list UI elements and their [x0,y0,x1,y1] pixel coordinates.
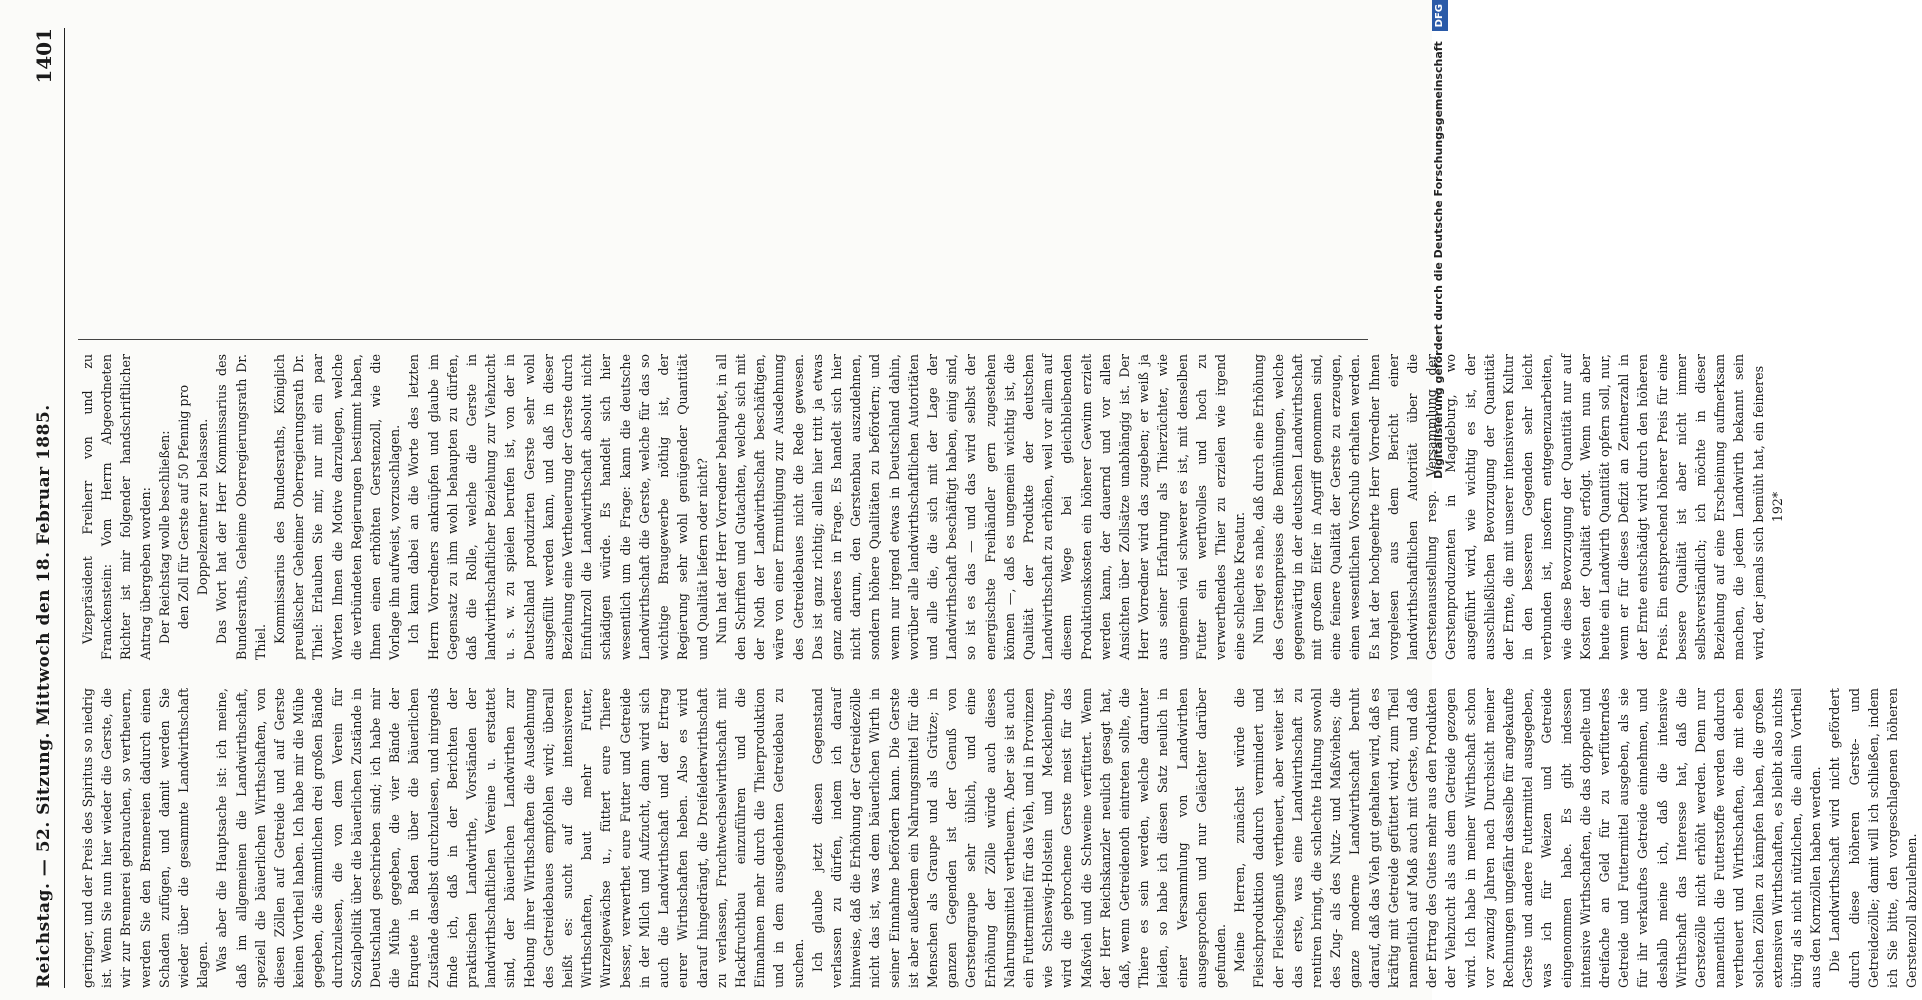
header-title: Reichstag. — 52. Sitzung. Mittwoch den 18. Februar 1885. [34,404,54,988]
paragraph: Das Wort hat der Herr Kommissarius des Bundesraths, Geheime Oberregierungsrath Dr. Thiel. [214,354,268,660]
text-column-left [78,688,1920,988]
paragraph: Meine Herren, zunächst würde die Fleischproduktion dadurch vermindert und der Fleischgenuß vertheuert, aber weiter ist das erste, was eine Landwirthschaft zu rentiren bringt, die schlechte Haltung sowohl des Zug- als des Nutz- und Maßviehes; die ganze moderne Landwirthschaft beruht darauf, daß das Vieh gut gehalten wird, daß es kräftig mit Getreide gefüttert wird, zum Theil namentlich auf Maß auch mit Gerste, und daß der Ertrag des Gutes mehr aus den Produkten der Viehzucht als aus dem Getreide gezogen wird. Ich habe in meiner Wirthschaft schon vor zwanzig Jahren nach Durchsicht meiner Rechnungen ungefähr dasselbe für angekaufte Gerste und andere Futtermittel ausgegeben, was ich für Weizen und Getreide eingenommen habe. Es gibt indessen intensive Wirthschaften, die das doppelte und dreifache an Geld für zu verfütterndes Getreide und Futtermittel ausgeben, als sie für ihr verkauftes Getreide einnehmen, und deshalb meine ich, daß die intensive Wirthschaft das Interesse hat, daß die Gerstezölle nicht erhöht werden. Denn nur namentlich die Futterstoffe werden dadurch vertheuert und Wirthschaften, die mit eben solchen Zöllen zu kämpfen haben, die großen extensiven Wirthschaften, es bleibt also nichts übrig als nicht nützlichen, die allein Vortheil aus den Kornzöllen haben werden. [1232,688,1824,988]
dfg-banner [1404,0,1445,1000]
paragraph: geringer, und der Preis des Spiritus so niedrig ist. Wenn Sie nun hier wieder die Gerste, die wir zur Brennerei gebrauchen, so vertheuern, werden Sie den Brennereien dadurch einen Schaden zufügen, und damit werden Sie wieder über die gesammte Landwirthschaft klagen. [80,688,211,988]
column-divider [78,339,1368,340]
paragraph: Kommissarius des Bundesraths, Königlich preußischer Geheimer Oberregierungsrath Dr. Thiel: Erlauben Sie mir, nur mit ein paar Worten Ihnen die Motive darzulegen, welche die verbündeten Regierungen bestimmt haben, Ihnen einen erhöhten Gerstenzoll, wie die Vorlage ihn aufweist, vorzuschlagen. [272,354,403,660]
dfg-banner-text [1428,0,1452,1000]
paragraph: Nun hat der Herr Vorredner behauptet, in all den Schriften und Gutachten, welche sich mit der Noth der Landwirthschaft beschäftigen, wäre von einer Ermuthigung zur Ausdehnung des Getreidebaues nicht die Rede gewesen. Das ist ganz richtig; allein hier tritt ja etwas ganz anderes in Frage. Es handelt sich hier nicht darum, den Gerstenbau auszudehnen, sondern höhere Qualitäten zu befördern; und wenn nur irgend etwas in Deutschland dahin, worüber alle landwirthschaftlichen Autoritäten und alle die, die sich mit der Lage der Landwirthschaft beschäftigt haben, einig sind, so ist es das — und das wird selbst der energischste Freihändler gern zugestehen können —, daß es ungemein wichtig ist, die Qualität der Produkte der deutschen Landwirthschaft zu erhöhen, weil vor allem auf diesem Wege bei gleichbleibenden Produktionskosten ein höherer Gewinn erzielt werden kann, der dauernd und vor allen Ansichten über Zollsätze unabhängig ist. Der Herr Vorredner wird das zugeben; er weiß ja aus seiner Erfahrung als Thierzüchter, wie ungemein viel schwerer es ist, mit denselben Futter ein werthvolles und hoch zu verwerthendes Thier zu erzielen wie irgend eine schlechte Kreatur. [713,354,1248,660]
paragraph: Ich glaube jetzt diesen Gegenstand verlassen zu dürfen, indem ich darauf hinweise, daß die Erhöhung der Getreidezölle nicht das ist, was dem bäuerlichen Wirth in seiner Einnahme befördern kann. Die Gerste ist aber außerdem ein Nahrungsmittel für die Menschen als Graupe und als Grütze; in ganzen Gegenden ist der Genuß von Gerstengraupe sehr üblich, und eine Erhöhung der Zölle würde auch dieses Nahrungsmittel vertheuern. Aber sie ist auch ein Futtermittel für das Vieh, und in Provinzen wie Schleswig-Holstein und Mecklenburg, wird die gebrochene Gerste meist für das Maßvieh und die Schweine verfüttert. Wenn der Herr Reichskanzler neulich gesagt hat, daß, wenn Getreidenoth eintreten sollte, die Thiere es sein werden, welche darunter leiden, so habe ich diesen Satz neulich in einer Versammlung von Landwirthen ausgesprochen und nur Gelächter darüber gefunden. [809,688,1228,988]
page-header [30,28,64,988]
page-number: 1401 [32,28,56,84]
paragraph: Die Landwirthschaft wird nicht gefördert durch diese höheren Gerste- und Getreidezölle; damit will ich schließen, indem ich Sie bitte, den vorgeschlagenen höheren Gerstenzoll abzulehnen. [1827,688,1920,988]
paragraph: Vizepräsident Freiherr von und zu Franckenstein: Vom Herrn Abgeordneten Richter ist mir folgender handschriftlicher Antrag übergeben worden: [80,354,153,660]
paragraph: Der Reichstag wolle beschließen: [156,430,172,644]
motion-text: den Zoll für Gerste auf 50 Pfennig pro Doppelzentner zu belassen. [176,384,211,630]
paragraph: Ich kann dabei an die Worte des letzten Herrn Vorredners anknüpfen und glaube im Gegensatz zu ihm wohl behaupten zu dürfen, daß die Rolle, welche die Gerste in landwirthschaftlicher Beziehung zur Viehzucht u. s. w. zu spielen berufen ist, von der in Deutschland produzirten Gerste sehr wohl ausgefüllt werden kann, und daß in dieser Beziehung eine Vertheuerung der Gerste durch Einfuhrzoll die Landwirthschaft absolut nicht schädigen würde. Es handelt sich hier wesentlich um die Frage: kann die deutsche Landwirthschaft die Gerste, welche für das so wichtige Braugewerbe nöthig ist, der Regierung sehr wohl genügender Quantität und Qualität liefern oder nicht? [406,354,710,660]
header-rule [64,28,65,988]
paragraph: Nun liegt es nahe, daß durch eine Erhöhung des Gerstenpreises die Bemühungen, welche gegenwärtig in der deutschen Landwirthschaft mit großem Eifer in Angriff genommen sind, eine feinere Qualität der Gerste zu erzeugen, einen wesentlichen Vorschub erhalten werden. Es hat der hochgeehrte Herr Vorredner Ihnen vorgelesen aus dem Bericht einer landwirthschaftlichen Autorität über die Gerstenausstellung resp. Versammlung der Gerstenproduzenten in Magdeburg, wo ausgeführt wird, wie wichtig es ist, der ausschließlichen Bevorzugung der Quantität der Ernte, die mit unserer intensiveren Kultur in den besseren Gegenden sehr leicht verbunden ist, insofern entgegenzuarbeiten, wie diese Bevorzugung der Quantität nur auf Kosten der Qualität erfolgt. Wenn nun aber heute ein Landwirth Quantität opfern soll, nur, wenn er für dieses Defizit an Zentnerzahl in der Ernte entschädigt wird durch den höheren Preis. Ein entsprechend höherer Preis für eine bessere Qualität ist aber nicht immer selbstverständlich; ich möchte in dieser Beziehung auf eine Erscheinung aufmerksam machen, die jedem Landwirth bekannt sein wird, der jemals sich bemüht hat, ein feineres [1251,354,1766,660]
paragraph: Was aber die Hauptsache ist: ich meine, daß im allgemeinen die Landwirthschaft, speziell die bäuerlichen Wirthschaften, von diesen Zöllen auf Getreide und auf Gerste keinen Vortheil haben. Ich habe mir die Mühe gegeben, die sämmtlichen drei großen Bände durchzulesen, die von dem Verein für Sozialpolitik über die bäuerlichen Zustände in Deutschland geschrieben sind; ich habe mir die Mühe gegeben, die vier Bände der Enquete in Baden über die bäuerlichen Zustände daselbst durchzulesen, und nirgends finde ich, daß in der Berichten der praktischen Landwirthe, Vorständen der landwirthschaftlichen Vereine u. erstattet sind, der bäuerlichen Landwirthen zur Hebung ihrer Wirthschaften die Ausdehnung des Getreidebaues empfohlen wird; überall heißt es: sucht auf die intensiveren Wirthschaften, baut mehr Futter, Wurzelgewächse u., füttert eure Thiere besser, verwerthet eure Futter und Getreide in der Milch und Aufzucht, dann wird sich auch die Landwirthschaft und der Ertrag eurer Wirthschaften heben. Also es wird darauf hingedrängt, die Dreifelderwirthschaft zu verlassen, Fruchtwechselwirthschaft mit Hackfruchtbau einzuführen und die Einnahmen mehr durch die Thierproduktion und in dem ausgedehnten Getreidebau zu suchen. [214,688,806,988]
text-column-right [78,354,1785,660]
dfg-logo: DFG [1432,0,1448,31]
dfg-caption: Digitalisierung gefördert durch die Deutsche Forschungsgemeinschaft [1432,41,1445,479]
sheet-mark: 192* [1769,491,1785,523]
